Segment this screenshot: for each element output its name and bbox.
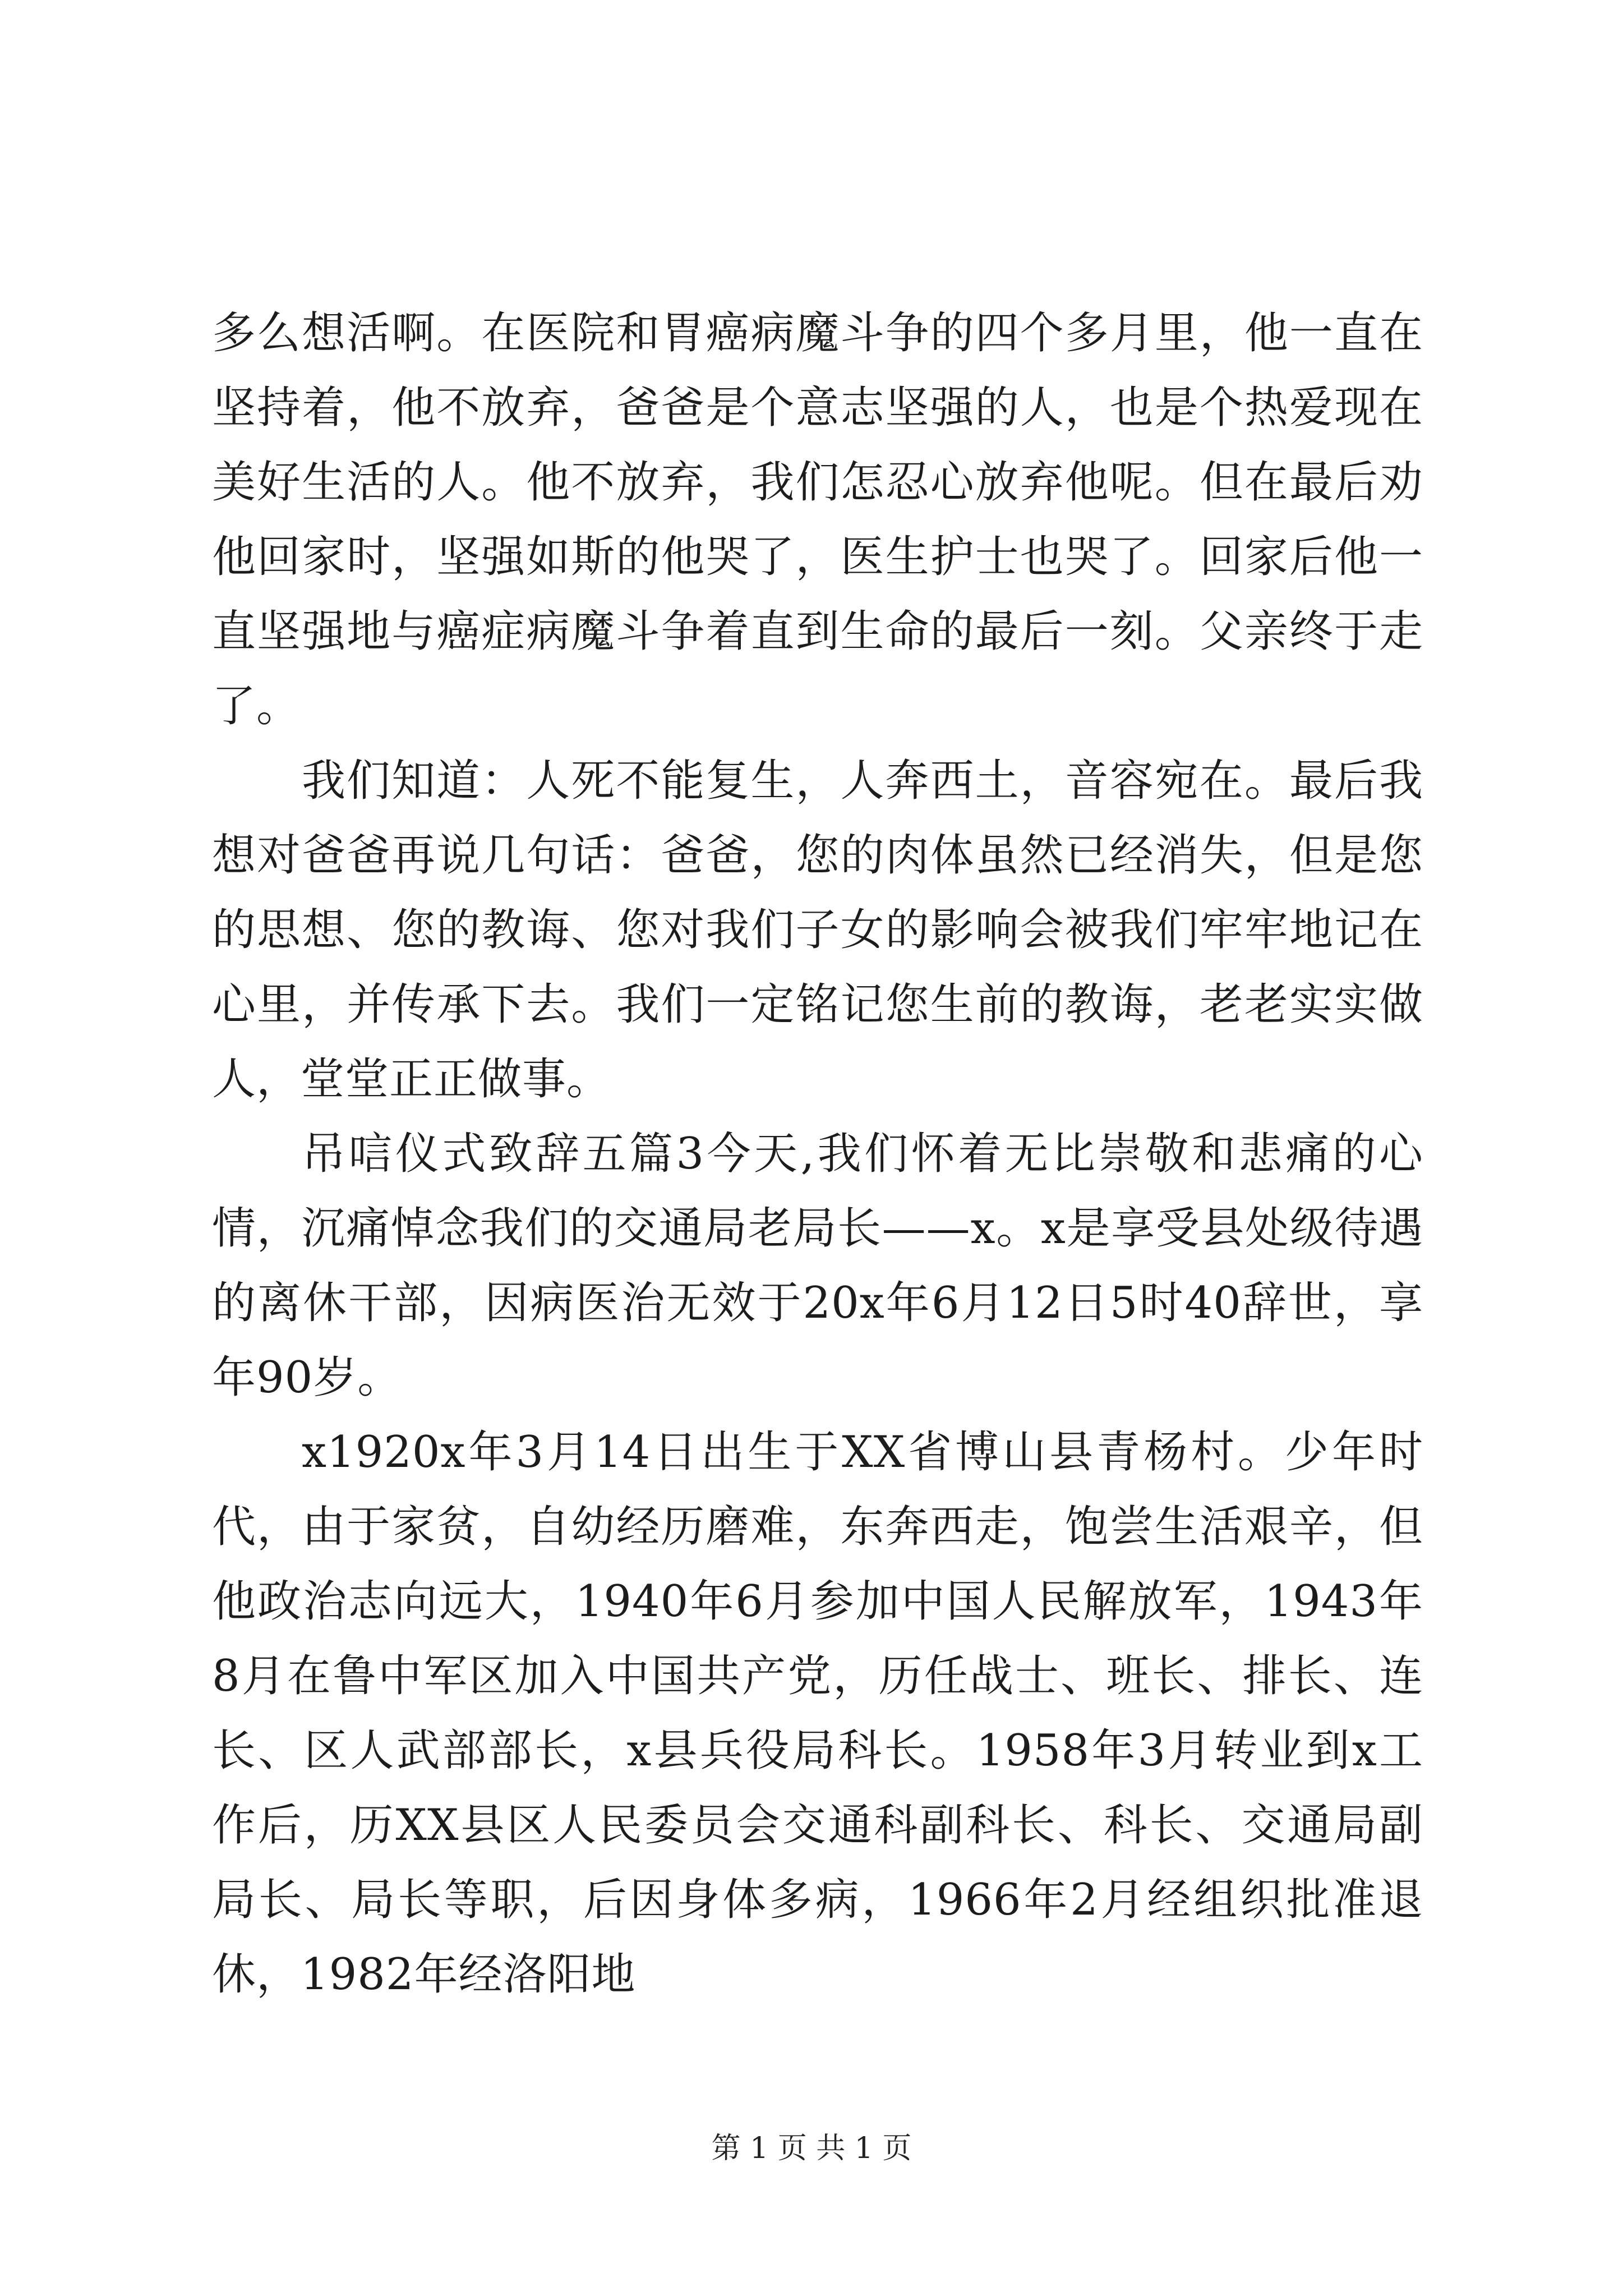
paragraph-2: 我们知道：人死不能复生，人奔西土，音容宛在。最后我想对爸爸再说几句话：爸爸，您的肉体虽然已经消失，但是您的思想、您的教诲、您对我们子女的影响会被我们牢牢地记在心里，并传承下去。我们一定铭记您生前的教诲，老老实实做人，堂堂正正做事。 [212,756,1423,1105]
document-body [212,296,1423,2012]
paragraph-3: 吊唁仪式致辞五篇3今天,我们怀着无比崇敬和悲痛的心情，沉痛悼念我们的交通局老局长——x。x是享受县处级待遇的离休干部，因病医治无效于20x年6月12日5时40辞世，享年90岁。 [212,1129,1423,1403]
paragraph-1: 多么想活啊。在医院和胃癌病魔斗争的四个多月里，他一直在坚持着，他不放弃，爸爸是个意志坚强的人，也是个热爱现在美好生活的人。他不放弃，我们怎忍心放弃他呢。但在最后劝他回家时，坚强如斯的他哭了，医生护士也哭了。回家后他一直坚强地与癌症病魔斗争着直到生命的最后一刻。父亲终于走了。 [212,308,1423,731]
paragraph-4: x1920x年3月14日出生于XX省博山县青杨村。少年时代，由于家贫，自幼经历磨难，东奔西走，饱尝生活艰辛，但他政治志向远大，1940年6月参加中国人民解放军，1943年8月在鲁中军区加入中国共产党，历任战士、班长、排长、连长、区人武部部长，x县兵役局科长。1958年3月转业到x工作后，历XX县区人民委员会交通科副科长、科长、交通局副局长、局长等职，后因身体多病，1966年2月经组织批准退休，1982年经洛阳地 [212,1427,1423,2000]
page-footer: 第 1 页 共 1 页 [711,2132,912,2165]
